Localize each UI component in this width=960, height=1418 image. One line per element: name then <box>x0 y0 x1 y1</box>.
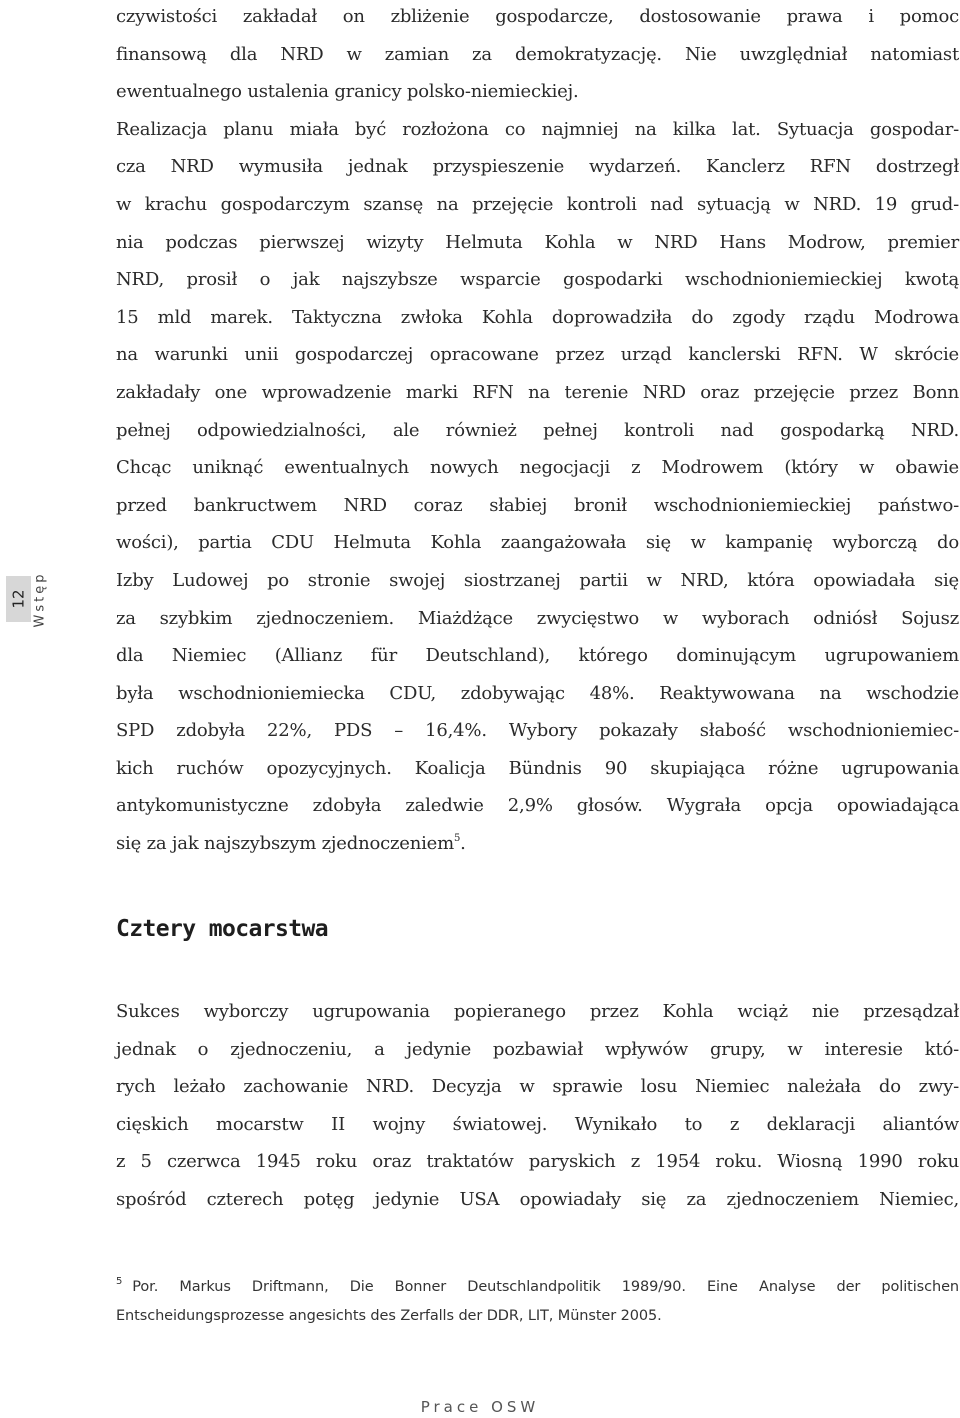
text-line: dla Niemiec (Allianz für Deutschland), którego dominującym ugrupowaniem <box>116 645 959 667</box>
text-line: finansową dla NRD w zamian za demokratyzację. Nie uwzględniał natomiast <box>116 43 959 65</box>
paragraph-2 <box>116 993 959 1219</box>
side-margin <box>0 540 60 640</box>
text-line: zakładały one wprowadzenie marki RFN na terenie NRD oraz przejęcie przez Bonn <box>116 381 959 403</box>
text-line: pełnej odpowiedzialności, ale również pełnej kontroli nad gospodarką NRD. <box>116 419 959 441</box>
sentence-end: . <box>460 833 466 855</box>
text-line: czywistości zakładał on zbliżenie gospodarcze, dostosowanie prawa i pomoc <box>116 6 959 27</box>
footnote-mark: 5 <box>116 1276 123 1287</box>
section-label-text: Wstęp <box>32 571 48 627</box>
text-line: antykomunistyczne zdobyła zaledwie 2,9% głosów. Wygrała opcja opowiadająca <box>116 795 959 817</box>
footnote <box>116 1273 959 1331</box>
footnote-text: Por. Markus Driftmann, Die Bonner Deutschlandpolitik 1989/90. Eine Analyse der politischen <box>132 1279 959 1295</box>
text-line: wości), partia CDU Helmuta Kohla zaangażowała się w kampanię wyborczą do <box>116 532 959 554</box>
text-line: Izby Ludowej po stronie swojej siostrzanej partii w NRD, która opowiadała się <box>116 569 959 591</box>
text-line: nia podczas pierwszej wizyty Helmuta Kohla w NRD Hans Modrow, premier <box>116 231 959 253</box>
text-line: Chcąc uniknąć ewentualnych nowych negocjacji z Modrowem (który w obawie <box>116 457 959 479</box>
footnote-reference[interactable]: 5 <box>454 833 461 845</box>
running-footer: Prace OSW <box>420 1398 540 1416</box>
text-line: Realizacja planu miała być rozłożona co najmniej na kilka lat. Sytuacja gospodar- <box>116 118 959 140</box>
text-line: SPD zdobyła 22%, PDS – 16,4%. Wybory pokazały słabość wschodnioniemiec- <box>116 720 959 742</box>
text-line: rych leżało zachowanie NRD. Decyzja w sprawie losu Niemiec należała do zwy- <box>116 1076 959 1098</box>
text-line: w krachu gospodarczym szansę na przejęcie kontroli nad sytuacją w NRD. 19 grud- <box>116 193 959 215</box>
paragraph-1 <box>116 0 959 863</box>
footnote-line: Entscheidungsprozesse angesichts des Zerfalls der DDR, LIT, Münster 2005. <box>116 1308 662 1324</box>
text-line: z 5 czerwca 1945 roku oraz traktatów paryskich z 1954 roku. Wiosną 1990 roku <box>116 1151 959 1173</box>
text-line: cięskich mocarstw II wojny światowej. Wynikało to z deklaracji aliantów <box>116 1113 959 1135</box>
text-line: była wschodnioniemiecka CDU, zdobywając 48%. Reaktywowana na wschodzie <box>116 682 959 704</box>
text-line: przed bankructwem NRD coraz słabiej bronił wschodnioniemieckiej państwo- <box>116 494 959 516</box>
text-line: cza NRD wymusiła jednak przyspieszenie wydarzeń. Kanclerz RFN dostrzegł <box>116 156 959 178</box>
text-line: kich ruchów opozycyjnych. Koalicja Bündnis 90 skupiająca różne ugrupowania <box>116 757 959 779</box>
text-line-last <box>116 825 959 863</box>
text-line: NRD, prosił o jak najszybsze wsparcie gospodarki wschodnioniemieckiej kwotą <box>116 269 959 291</box>
text-line-content: się za jak najszybszym zjednoczeniem <box>116 833 454 855</box>
text-line: spośród czterech potęg jedynie USA opowiadały się za zjednoczeniem Niemiec, <box>116 1188 959 1210</box>
footnote-line <box>116 1273 959 1302</box>
section-label <box>30 568 50 630</box>
text-line: Sukces wyborczy ugrupowania popieranego przez Kohla wciąż nie przesądzał <box>116 1001 959 1022</box>
text-line: jednak o zjednoczeniu, a jedynie pozbawiał wpływów grupy, w interesie któ- <box>116 1038 959 1060</box>
text-line: ewentualnego ustalenia granicy polsko-niemieckiej. <box>116 81 579 103</box>
page-number <box>6 576 31 622</box>
text-line: 15 mld marek. Taktyczna zwłoka Kohla doprowadziła do zgody rządu Modrowa <box>116 306 959 328</box>
page-number-text: 12 <box>9 589 28 609</box>
text-line: za szybkim zjednoczeniem. Miażdżące zwycięstwo w wyborach odniósł Sojusz <box>116 607 959 629</box>
text-line: na warunki unii gospodarczej opracowane przez urząd kanclerski RFN. W skrócie <box>116 344 959 366</box>
section-heading: Cztery mocarstwa <box>116 916 328 942</box>
